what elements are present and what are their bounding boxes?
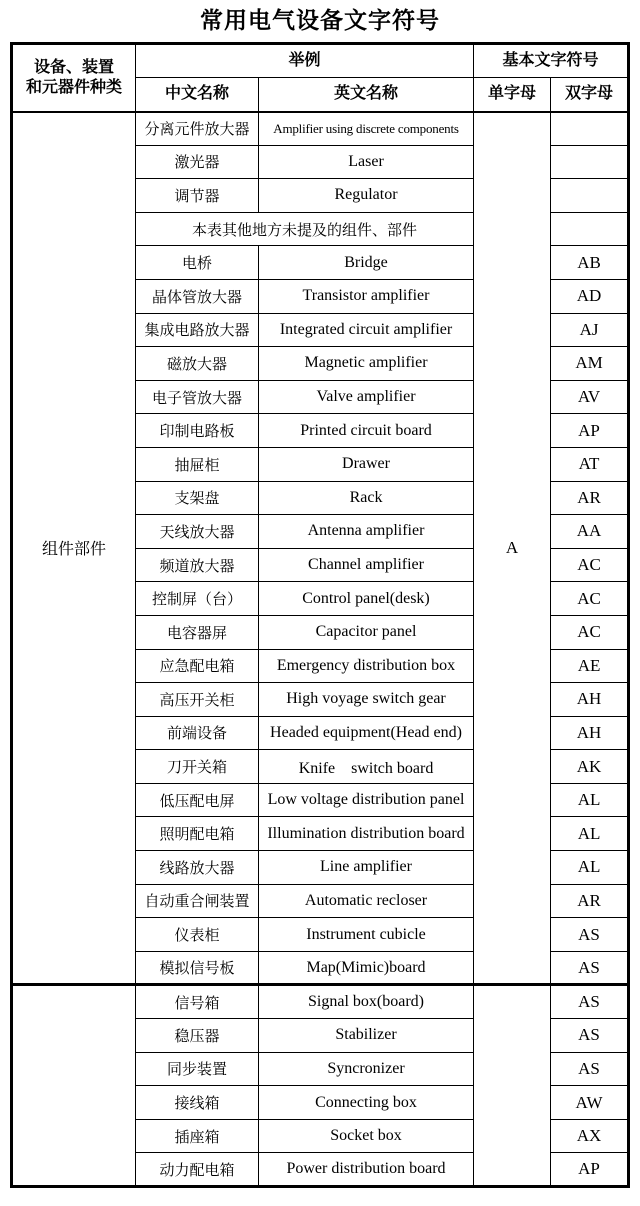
single-letter-cell bbox=[474, 985, 551, 1187]
table-row bbox=[12, 112, 629, 146]
double-letter-cell: AL bbox=[551, 817, 629, 851]
en-name-cell: Stabilizer bbox=[259, 1019, 474, 1053]
cn-name-cell: 集成电路放大器 bbox=[136, 313, 259, 347]
double-letter-cell bbox=[551, 112, 629, 146]
header-category bbox=[12, 44, 136, 112]
cn-name-cell: 晶体管放大器 bbox=[136, 279, 259, 313]
en-name-cell: Line amplifier bbox=[259, 851, 474, 885]
cn-name-cell: 分离元件放大器 bbox=[136, 112, 259, 146]
en-name-cell: Printed circuit board bbox=[259, 414, 474, 448]
double-letter-cell: AB bbox=[551, 246, 629, 280]
en-name-cell: Connecting box bbox=[259, 1086, 474, 1120]
double-letter-cell: AJ bbox=[551, 313, 629, 347]
en-name-cell: Drawer bbox=[259, 447, 474, 481]
en-name-cell: Amplifier using discrete components bbox=[259, 112, 474, 146]
cn-name-cell: 接线箱 bbox=[136, 1086, 259, 1120]
en-name-cell: Transistor amplifier bbox=[259, 279, 474, 313]
en-name-cell: Capacitor panel bbox=[259, 615, 474, 649]
cn-name-cell: 同步装置 bbox=[136, 1052, 259, 1086]
double-letter-cell: AL bbox=[551, 783, 629, 817]
en-name-cell: Signal box(board) bbox=[259, 985, 474, 1019]
en-name-cell: Control panel(desk) bbox=[259, 582, 474, 616]
table-row bbox=[12, 985, 629, 1019]
en-name-cell: Bridge bbox=[259, 246, 474, 280]
double-letter-cell: AL bbox=[551, 851, 629, 885]
header-category-line1: 设备、装置 bbox=[33, 58, 114, 76]
double-letter-cell bbox=[551, 145, 629, 179]
en-name-cell: Emergency distribution box bbox=[259, 649, 474, 683]
en-name-cell: Headed equipment(Head end) bbox=[259, 716, 474, 750]
cn-name-cell: 印制电路板 bbox=[136, 414, 259, 448]
cn-name-cell: 电桥 bbox=[136, 246, 259, 280]
double-letter-cell: AC bbox=[551, 582, 629, 616]
en-name-cell: Automatic recloser bbox=[259, 884, 474, 918]
double-letter-cell bbox=[551, 179, 629, 213]
category-cell: 组件部件 bbox=[12, 112, 136, 985]
symbol-table bbox=[10, 42, 630, 1188]
en-name-cell: Knife switch board bbox=[259, 750, 474, 784]
double-letter-cell: AS bbox=[551, 1052, 629, 1086]
cn-name-cell: 控制屏（台） bbox=[136, 582, 259, 616]
en-name-cell: Regulator bbox=[259, 179, 474, 213]
double-letter-cell: AH bbox=[551, 683, 629, 717]
en-name-cell: Laser bbox=[259, 145, 474, 179]
cn-name-cell: 模拟信号板 bbox=[136, 951, 259, 985]
header-examples: 举例 bbox=[136, 44, 474, 78]
cn-name-cell: 线路放大器 bbox=[136, 851, 259, 885]
cn-name-cell: 频道放大器 bbox=[136, 548, 259, 582]
double-letter-cell: AP bbox=[551, 1153, 629, 1187]
cn-name-cell: 前端设备 bbox=[136, 716, 259, 750]
cn-name-cell: 刀开关箱 bbox=[136, 750, 259, 784]
cn-name-cell: 仪表柜 bbox=[136, 918, 259, 952]
en-name-cell: Channel amplifier bbox=[259, 548, 474, 582]
cn-name-cell: 天线放大器 bbox=[136, 515, 259, 549]
cn-name-cell: 激光器 bbox=[136, 145, 259, 179]
en-name-cell: Power distribution board bbox=[259, 1153, 474, 1187]
en-name-cell: Valve amplifier bbox=[259, 380, 474, 414]
double-letter-cell: AX bbox=[551, 1119, 629, 1153]
en-name-cell: Instrument cubicle bbox=[259, 918, 474, 952]
single-letter-cell: A bbox=[474, 112, 551, 985]
header-single-letter: 单字母 bbox=[474, 78, 551, 112]
category-cell bbox=[12, 985, 136, 1187]
header-en-name: 英文名称 bbox=[259, 78, 474, 112]
header-row-top bbox=[12, 44, 629, 78]
double-letter-cell: AS bbox=[551, 951, 629, 985]
cn-name-cell: 照明配电箱 bbox=[136, 817, 259, 851]
cn-name-cell: 支架盘 bbox=[136, 481, 259, 515]
table-body bbox=[12, 112, 629, 1187]
en-name-cell: Integrated circuit amplifier bbox=[259, 313, 474, 347]
double-letter-cell: AR bbox=[551, 884, 629, 918]
double-letter-cell: AA bbox=[551, 515, 629, 549]
double-letter-cell bbox=[551, 212, 629, 246]
cn-name-cell: 插座箱 bbox=[136, 1119, 259, 1153]
cn-name-cell: 低压配电屏 bbox=[136, 783, 259, 817]
header-category-line2: 和元器件种类 bbox=[25, 78, 122, 96]
cn-name-cell: 电容器屏 bbox=[136, 615, 259, 649]
double-letter-cell: AP bbox=[551, 414, 629, 448]
en-name-cell: Socket box bbox=[259, 1119, 474, 1153]
double-letter-cell: AD bbox=[551, 279, 629, 313]
en-name-cell: Map(Mimic)board bbox=[259, 951, 474, 985]
double-letter-cell: AM bbox=[551, 347, 629, 381]
double-letter-cell: AS bbox=[551, 1019, 629, 1053]
page-title: 常用电气设备文字符号 bbox=[200, 8, 440, 33]
header-double-letter: 双字母 bbox=[551, 78, 629, 112]
double-letter-cell: AS bbox=[551, 918, 629, 952]
double-letter-cell: AR bbox=[551, 481, 629, 515]
en-name-cell: Antenna amplifier bbox=[259, 515, 474, 549]
double-letter-cell: AV bbox=[551, 380, 629, 414]
cn-name-cell: 自动重合闸装置 bbox=[136, 884, 259, 918]
en-name-cell: Illumination distribution board bbox=[259, 817, 474, 851]
cn-name-cell: 动力配电箱 bbox=[136, 1153, 259, 1187]
cn-name-cell: 电子管放大器 bbox=[136, 380, 259, 414]
double-letter-cell: AC bbox=[551, 548, 629, 582]
cn-name-cell: 本表其他地方未提及的组件、部件 bbox=[136, 212, 474, 246]
en-name-cell: Syncronizer bbox=[259, 1052, 474, 1086]
en-name-cell: Rack bbox=[259, 481, 474, 515]
double-letter-cell: AC bbox=[551, 615, 629, 649]
double-letter-cell: AE bbox=[551, 649, 629, 683]
cn-name-cell: 信号箱 bbox=[136, 985, 259, 1019]
cn-name-cell: 高压开关柜 bbox=[136, 683, 259, 717]
double-letter-cell: AS bbox=[551, 985, 629, 1019]
header-basic-symbols: 基本文字符号 bbox=[474, 44, 629, 78]
en-name-cell: Magnetic amplifier bbox=[259, 347, 474, 381]
header-cn-name: 中文名称 bbox=[136, 78, 259, 112]
en-name-cell: Low voltage distribution panel bbox=[259, 783, 474, 817]
table-header bbox=[12, 44, 629, 112]
en-name-cell: High voyage switch gear bbox=[259, 683, 474, 717]
cn-name-cell: 调节器 bbox=[136, 179, 259, 213]
cn-name-cell: 稳压器 bbox=[136, 1019, 259, 1053]
cn-name-cell: 磁放大器 bbox=[136, 347, 259, 381]
double-letter-cell: AW bbox=[551, 1086, 629, 1120]
cn-name-cell: 应急配电箱 bbox=[136, 649, 259, 683]
double-letter-cell: AK bbox=[551, 750, 629, 784]
cn-name-cell: 抽屉柜 bbox=[136, 447, 259, 481]
double-letter-cell: AH bbox=[551, 716, 629, 750]
double-letter-cell: AT bbox=[551, 447, 629, 481]
